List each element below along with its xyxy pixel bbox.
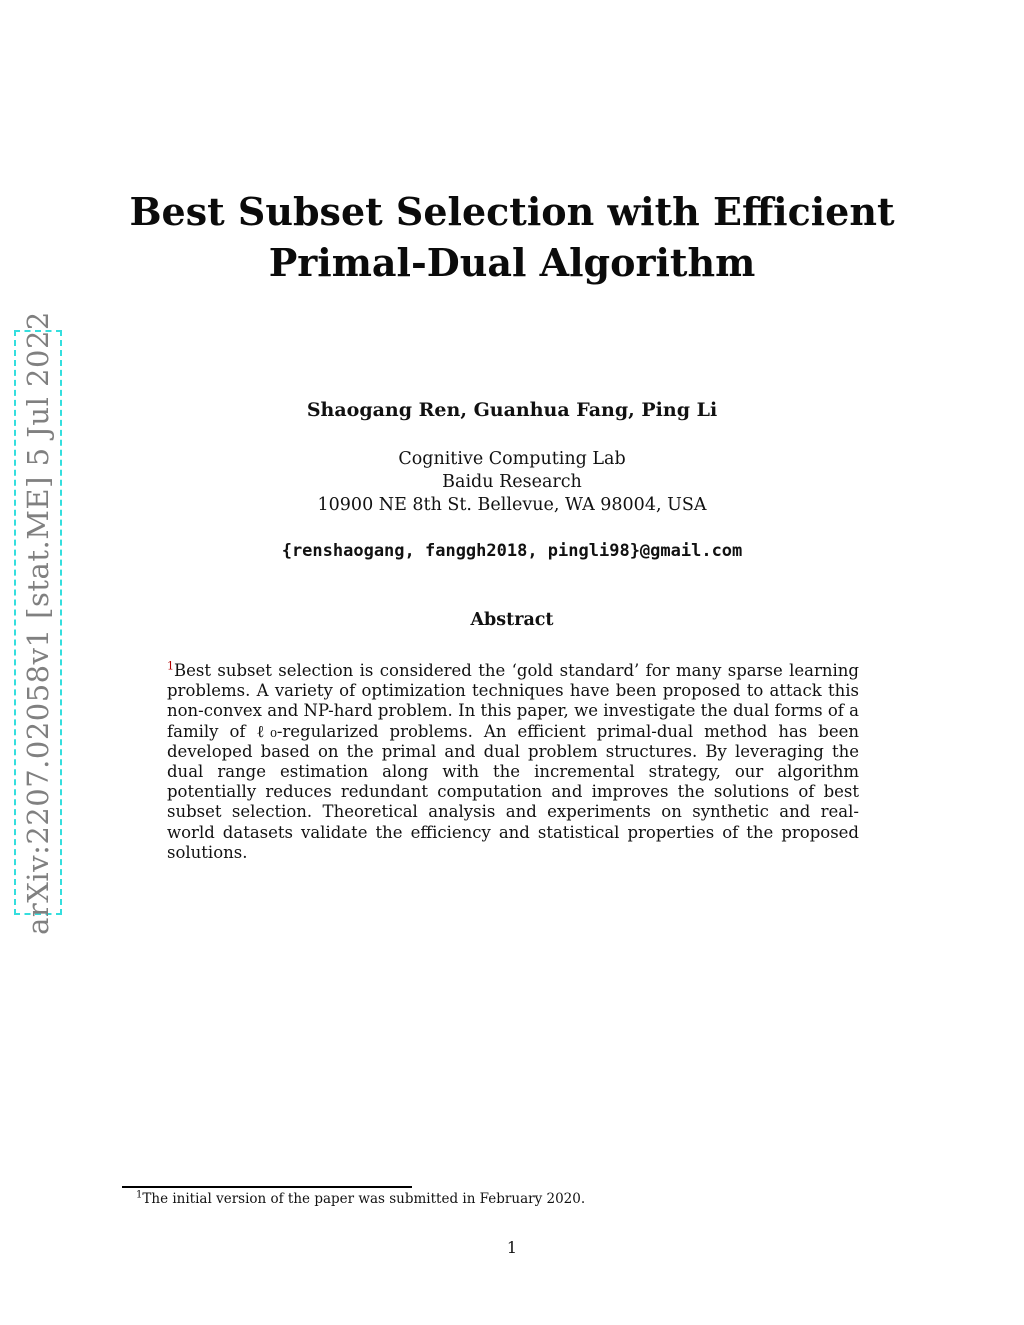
footnote-text: The initial version of the paper was submitted in February 2020. bbox=[142, 1191, 586, 1207]
footnote-paragraph bbox=[122, 1191, 722, 1208]
affiliation-lab: Cognitive Computing Lab bbox=[398, 449, 626, 469]
authors-line: Shaogang Ren, Guanhua Fang, Ping Li bbox=[306, 399, 718, 421]
paper-title-line1: Best Subset Selection with Efficient bbox=[129, 189, 895, 234]
footnote-divider bbox=[122, 1186, 412, 1188]
paper-title-line2: Primal-Dual Algorithm bbox=[268, 240, 756, 285]
affiliation-org: Baidu Research bbox=[442, 472, 582, 492]
abstract-paragraph bbox=[167, 661, 859, 863]
affiliation-block bbox=[0, 448, 1024, 517]
paper-title bbox=[0, 186, 1024, 288]
arxiv-watermark-text: arXiv:2207.02058v1 [stat.ME] 5 Jul 2022 bbox=[21, 310, 55, 935]
email-line: {renshaogang, fanggh2018, pingli98}@gmail.com bbox=[281, 541, 743, 561]
footnote-marker: 1 bbox=[136, 1189, 143, 1201]
page-number: 1 bbox=[506, 1238, 518, 1257]
abstract-text: Best subset selection is considered the ‘gold standard’ for many sparse learning problems. A variety of optimization techniques have been proposed to attack this non-convex and NP-hard problem. In this paper, we investigate the dual forms of a family of ℓ₀-regularized problems. An efficient primal-dual method has been developed based on the primal and dual problem structures. By leveraging the dual range estimation along with the incremental strategy, our algorithm potentially reduces redundant computation and improves the solutions of best subset selection. Theoretical analysis and experiments on synthetic and real-world datasets validate the efficiency and statistical properties of the proposed solutions. bbox=[167, 661, 859, 862]
abstract-heading: Abstract bbox=[470, 610, 554, 630]
abstract-footnote-marker-link[interactable]: 1 bbox=[167, 659, 174, 673]
affiliation-address: 10900 NE 8th St. Bellevue, WA 98004, USA bbox=[317, 495, 707, 515]
